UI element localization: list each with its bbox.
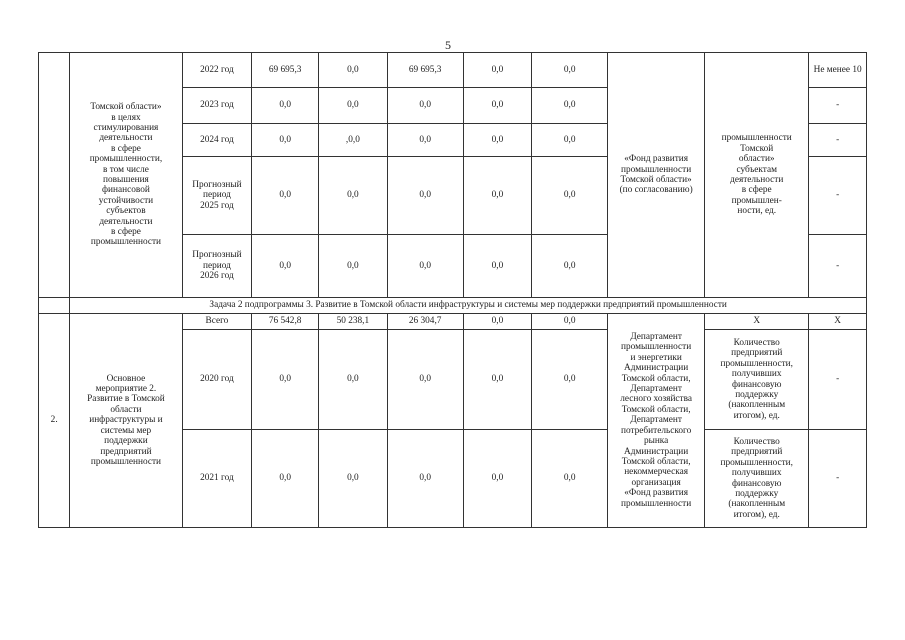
executor-cell: «Фонд развития промышленности Томской области» (по согласованию) xyxy=(608,53,705,298)
indicator-cell: промышленности Томской области» субъектам деятельности в сфере промышлен- ности, ед. xyxy=(705,53,809,298)
period-cell: Всего xyxy=(182,314,252,330)
value-cell: 0,0 xyxy=(532,314,608,330)
value-cell: 0,0 xyxy=(319,88,388,124)
value-cell: 0,0 xyxy=(252,124,319,157)
value-cell: 0,0 xyxy=(463,430,532,528)
target-cell: - xyxy=(809,157,867,235)
page-number: 5 xyxy=(445,38,451,52)
value-cell: 0,0 xyxy=(463,314,532,330)
value-cell: 0,0 xyxy=(532,157,608,235)
value-cell: 0,0 xyxy=(532,235,608,298)
period-cell: 2022 год xyxy=(182,53,252,88)
number-cell xyxy=(39,53,70,298)
value-cell: 0,0 xyxy=(387,88,463,124)
target-cell: - xyxy=(809,88,867,124)
value-cell: 0,0 xyxy=(387,235,463,298)
value-cell: 0,0 xyxy=(319,53,388,88)
target-cell: Не менее 10 xyxy=(809,53,867,88)
value-cell: 26 304,7 xyxy=(387,314,463,330)
value-cell: 0,0 xyxy=(532,124,608,157)
number-cell xyxy=(39,298,70,314)
period-cell: 2024 год xyxy=(182,124,252,157)
target-cell: - xyxy=(809,124,867,157)
value-cell: 0,0 xyxy=(252,235,319,298)
value-cell: 0,0 xyxy=(463,330,532,430)
value-cell: 0,0 xyxy=(463,88,532,124)
value-cell: ,0,0 xyxy=(319,124,388,157)
value-cell: 0,0 xyxy=(532,53,608,88)
value-cell: 0,0 xyxy=(252,430,319,528)
value-cell: 0,0 xyxy=(387,157,463,235)
task-heading: Задача 2 подпрограммы 3. Развитие в Томской области инфраструктуры и системы мер поддержки предприятий промышленности xyxy=(70,298,867,314)
task-row xyxy=(39,298,867,314)
value-cell: 0,0 xyxy=(532,330,608,430)
value-cell: 0,0 xyxy=(319,330,388,430)
value-cell: 0,0 xyxy=(319,235,388,298)
table-row xyxy=(39,314,867,330)
value-cell: 0,0 xyxy=(319,157,388,235)
value-cell: 0,0 xyxy=(387,124,463,157)
target-cell: - xyxy=(809,330,867,430)
table-row xyxy=(39,53,867,88)
value-cell: 0,0 xyxy=(319,430,388,528)
event-description: Томской области» в целях стимулирования деятельности в сфере промышленности, в том числе повышения финансовой устойчивости субъектов деятельности в сфере промышленности xyxy=(70,53,182,298)
value-cell: 0,0 xyxy=(387,430,463,528)
value-cell: 0,0 xyxy=(463,157,532,235)
value-cell: 0,0 xyxy=(463,235,532,298)
value-cell: 0,0 xyxy=(532,88,608,124)
value-cell: 0,0 xyxy=(463,124,532,157)
period-cell: Прогнозный период 2026 год xyxy=(182,235,252,298)
period-cell: 2023 год xyxy=(182,88,252,124)
value-cell: 50 238,1 xyxy=(319,314,388,330)
program-table xyxy=(38,52,867,528)
period-cell: 2021 год xyxy=(182,430,252,528)
value-cell: 0,0 xyxy=(387,330,463,430)
period-cell: 2020 год xyxy=(182,330,252,430)
value-cell: 0,0 xyxy=(252,88,319,124)
value-cell: 69 695,3 xyxy=(252,53,319,88)
value-cell: 0,0 xyxy=(252,330,319,430)
target-cell: - xyxy=(809,430,867,528)
target-cell: Х xyxy=(809,314,867,330)
value-cell: 76 542,8 xyxy=(252,314,319,330)
indicator-cell: Количество предприятий промышленности, получивших финансовую поддержку (накопленным итогом), ед. xyxy=(705,330,809,430)
event-number: 2. xyxy=(39,314,70,528)
value-cell: 69 695,3 xyxy=(387,53,463,88)
executor-cell: Департамент промышленности и энергетики Администрации Томской области, Департамент лесного хозяйства Томской области, Департамент потребительского рынка Администрации Томской области, некоммерческая организация «Фонд развития промышленности xyxy=(608,314,705,528)
target-cell: - xyxy=(809,235,867,298)
value-cell: 0,0 xyxy=(252,157,319,235)
value-cell: 0,0 xyxy=(463,53,532,88)
event-description: Основное мероприятие 2. Развитие в Томской области инфраструктуры и системы мер поддержки предприятий промышленности xyxy=(70,314,182,528)
period-cell: Прогнозный период 2025 год xyxy=(182,157,252,235)
value-cell: 0,0 xyxy=(532,430,608,528)
indicator-cell: Х xyxy=(705,314,809,330)
indicator-cell: Количество предприятий промышленности, получивших финансовую поддержку (накопленным итогом), ед. xyxy=(705,430,809,528)
